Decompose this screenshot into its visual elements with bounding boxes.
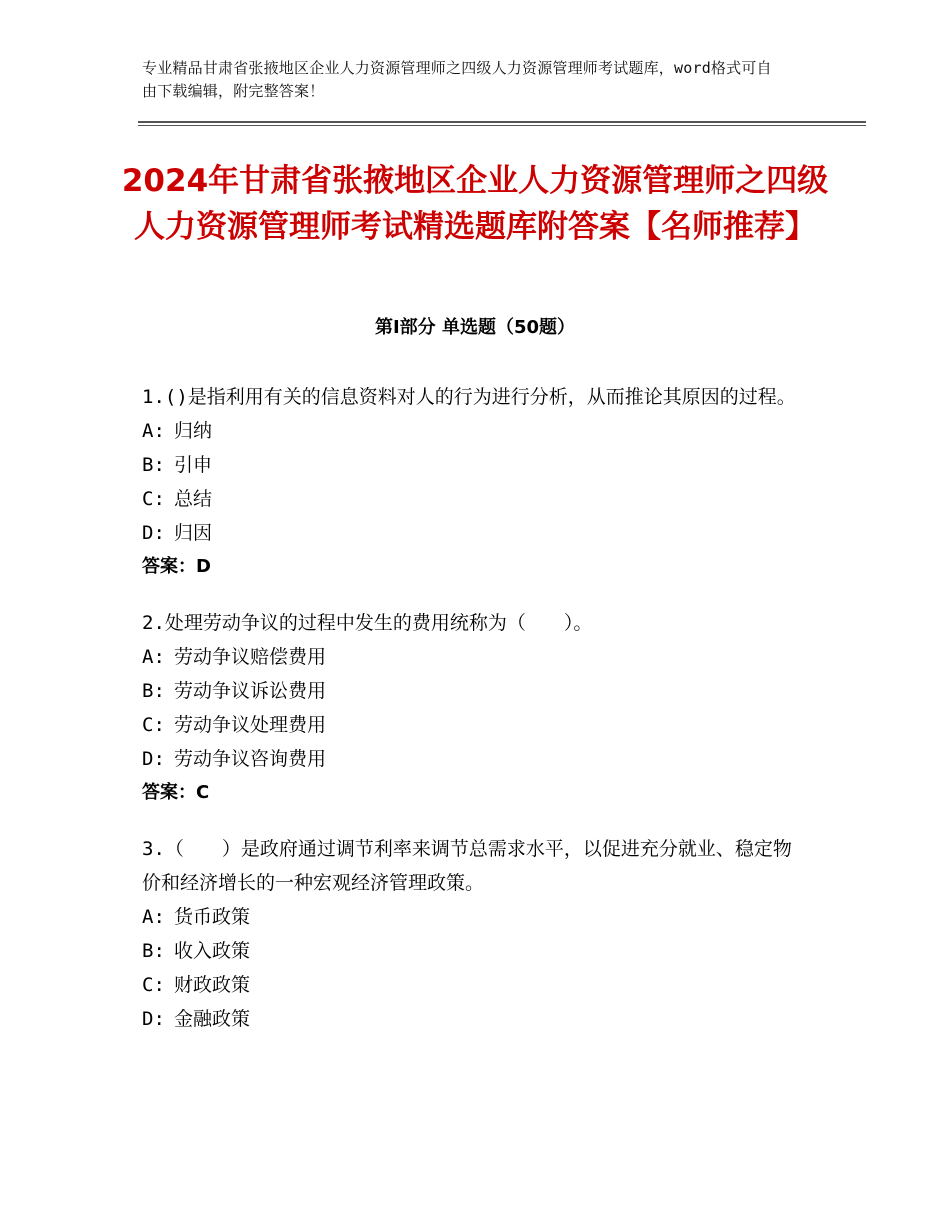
option-text: 货币政策	[174, 906, 251, 928]
document-title: 2024年甘肃省张掖地区企业人力资源管理师之四级人力资源管理师考试精选题库附答案【名师推荐】	[121, 163, 829, 245]
option-letter: C:	[142, 714, 165, 736]
question-2	[142, 606, 802, 810]
option-text: 劳动争议赔偿费用	[174, 646, 327, 668]
option-text: 金融政策	[174, 1008, 251, 1030]
option-a	[142, 900, 802, 934]
option-letter: A:	[142, 906, 165, 928]
section-heading: 第Ⅰ部分 单选题（50题）	[374, 317, 575, 338]
option-letter: A:	[142, 420, 165, 442]
option-text: 总结	[174, 488, 213, 510]
answer-label: 答案：C	[142, 782, 210, 803]
header-note: 专业精品甘肃省张掖地区企业人力资源管理师之四级人力资源管理师考试题库，word格式可自由下载编辑，附完整答案！	[142, 59, 772, 100]
option-d	[142, 516, 802, 550]
option-letter: D:	[142, 1008, 165, 1030]
option-text: 归纳	[174, 420, 213, 442]
option-c	[142, 482, 802, 516]
option-letter: C:	[142, 974, 165, 996]
option-letter: B:	[142, 680, 165, 702]
question-3	[142, 832, 802, 1036]
option-text: 财政政策	[174, 974, 251, 996]
option-text: 引申	[174, 454, 213, 476]
option-letter: B:	[142, 940, 165, 962]
header-rule-thin	[138, 125, 866, 126]
option-letter: C:	[142, 488, 165, 510]
option-a	[142, 414, 802, 448]
question-1	[142, 380, 802, 584]
option-letter: D:	[142, 748, 165, 770]
option-b	[142, 674, 802, 708]
option-text: 劳动争议诉讼费用	[174, 680, 327, 702]
option-text: 劳动争议咨询费用	[174, 748, 327, 770]
option-b	[142, 448, 802, 482]
option-letter: A:	[142, 646, 165, 668]
option-d	[142, 1002, 802, 1036]
option-c	[142, 968, 802, 1002]
question-stem: 3.（ ）是政府通过调节利率来调节总需求水平，以促进充分就业、稳定物价和经济增长的一种宏观经济管理政策。	[142, 838, 792, 894]
option-letter: B:	[142, 454, 165, 476]
option-text: 收入政策	[174, 940, 251, 962]
question-stem: 1.()是指利用有关的信息资料对人的行为进行分析，从而推论其原因的过程。	[142, 386, 796, 408]
option-d	[142, 742, 802, 776]
option-text: 劳动争议处理费用	[174, 714, 327, 736]
option-text: 归因	[174, 522, 213, 544]
question-stem: 2.处理劳动争议的过程中发生的费用统称为（ ）。	[142, 612, 593, 634]
option-c	[142, 708, 802, 742]
header-rule-thick	[138, 121, 866, 123]
option-letter: D:	[142, 522, 165, 544]
option-b	[142, 934, 802, 968]
answer-label: 答案：D	[142, 556, 211, 577]
question-list	[142, 380, 802, 1058]
option-a	[142, 640, 802, 674]
